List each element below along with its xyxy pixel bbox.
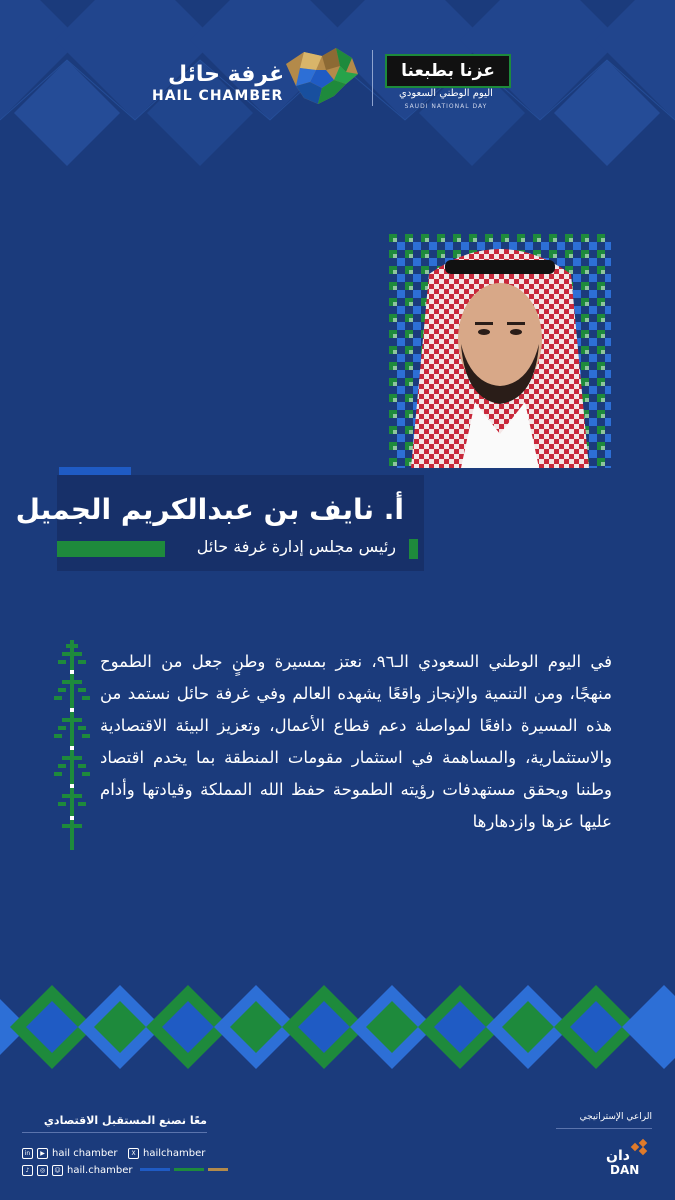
dan-logo-en: DAN: [610, 1163, 640, 1177]
profile-portrait: [389, 234, 611, 468]
footer-slogan-divider: [22, 1132, 207, 1133]
social-handle-tiktok: hail.chamber: [67, 1165, 133, 1176]
instagram-icon: ◎: [37, 1165, 48, 1176]
sadu-tree-ornament: [48, 640, 96, 850]
dan-logo-ar: دان: [606, 1148, 630, 1164]
hail-chamber-name-ar: غرفة حائل: [168, 62, 285, 87]
footer-strip-green: [174, 1168, 204, 1171]
name-card-accent: [59, 467, 131, 475]
footer: [0, 1080, 675, 1200]
social-handle-x: hailchamber: [143, 1148, 206, 1159]
hail-chamber-logo-icon: [282, 44, 362, 108]
national-day-logo: [385, 54, 511, 88]
social-handle-hail-chamber: hail chamber: [52, 1148, 118, 1159]
tiktok-icon: ♪: [22, 1165, 33, 1176]
message-paragraph: في اليوم الوطني السعودي الـ٩٦، نعتز بمسيرة وطنٍ جعل من الطموح منهجًا، ومن التنمية والإنجاز واقعًا يشهده العالم وفي غرفة حائل نستمد من هذه المسيرة دافعًا لمواصلة دعم قطاع الأعمال، وتعزيز البيئة الاقتصادية والاستثمارية، والمساهمة في استثمار مقومات المنطقة بما يخدم اقتصاد وطننا ويحقق مستهدفات رؤيته الطموحة حفظ الله المملكة وقيادتها وأدام عليها عزها وازدهارها: [100, 652, 612, 831]
linkedin-icon: in: [22, 1148, 33, 1159]
header-divider: [372, 50, 373, 106]
title-marker: [409, 539, 418, 559]
x-icon: X: [128, 1148, 139, 1159]
hail-chamber-name-en: HAIL CHAMBER: [152, 88, 284, 104]
social-x[interactable]: [128, 1148, 205, 1159]
footer-strip-gold: [208, 1168, 228, 1171]
name-card: [15, 475, 424, 571]
footer-strip-blue: [140, 1168, 170, 1171]
bottom-diamond-pattern: [0, 965, 675, 1075]
sponsor-divider: [556, 1128, 652, 1129]
national-day-slogan: عزنا بطبعنا: [401, 61, 495, 81]
strategic-sponsor-label: الراعي الإستراتيجي: [579, 1112, 652, 1122]
national-day-label-ar: اليوم الوطني السعودي: [399, 88, 493, 99]
youtube-icon: ▶: [37, 1148, 48, 1159]
snapchat-icon: ☺: [52, 1165, 63, 1176]
dan-logo: [600, 1138, 652, 1178]
name-card-green-bar: [57, 541, 165, 557]
social-linkedin-youtube[interactable]: [22, 1148, 118, 1159]
national-day-label-en: SAUDI NATIONAL DAY: [404, 103, 488, 110]
profile-name: أ. نايف بن عبدالكريم الجميل: [15, 493, 404, 526]
footer-slogan: معًا نصنع المستقبل الاقتصادي: [43, 1114, 207, 1127]
social-tiktok-instagram-snapchat[interactable]: [22, 1165, 133, 1176]
profile-title: رئيس مجلس إدارة غرفة حائل: [196, 537, 396, 556]
